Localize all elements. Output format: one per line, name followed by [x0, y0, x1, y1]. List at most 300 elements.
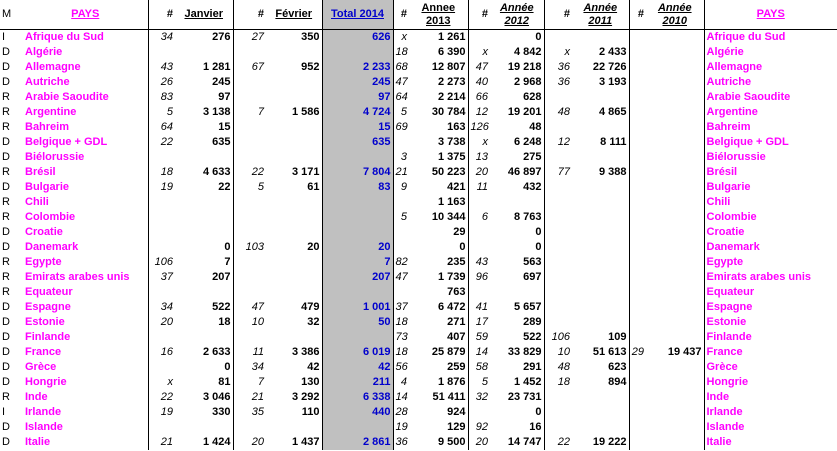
cell-rank-2013[interactable]: 9: [400, 181, 407, 193]
cell-annee-2011[interactable]: 894: [572, 375, 629, 390]
cell-janvier[interactable]: 207: [175, 270, 233, 285]
cell-total-2014[interactable]: [322, 285, 393, 300]
cell-pays[interactable]: Emirats arabes unis: [23, 270, 148, 285]
cell-rank-2010[interactable]: [629, 210, 646, 225]
cell-fevrier[interactable]: [266, 210, 322, 225]
cell-rank-2011[interactable]: [544, 30, 572, 46]
cell-rank-fevrier[interactable]: [233, 285, 266, 300]
cell-annee-2010[interactable]: [646, 420, 704, 435]
header-total-2014[interactable]: Total 2014: [322, 0, 393, 30]
cell-rank-fevrier[interactable]: 10: [251, 316, 264, 328]
cell-rank-2011[interactable]: [544, 255, 572, 270]
cell-total-2014[interactable]: 15: [322, 120, 393, 135]
cell-rank-janvier[interactable]: 26: [160, 76, 173, 88]
cell-pays[interactable]: Danemark: [23, 240, 148, 255]
cell-rank-2013[interactable]: [393, 195, 409, 210]
cell-total-2014[interactable]: 7: [322, 255, 393, 270]
cell-m[interactable]: R: [2, 391, 10, 403]
cell-rank-2011[interactable]: 48: [557, 106, 570, 118]
cell-annee-2010[interactable]: [646, 255, 704, 270]
cell-rank-2013[interactable]: 19: [395, 421, 408, 433]
cell-annee-2010[interactable]: [646, 360, 704, 375]
cell-janvier[interactable]: 3 138: [175, 105, 233, 120]
cell-annee-2013[interactable]: 6 472: [409, 300, 468, 315]
cell-annee-2013[interactable]: 1 375: [409, 150, 468, 165]
cell-m[interactable]: R: [2, 91, 10, 103]
cell-m[interactable]: R: [2, 121, 10, 133]
cell-pays[interactable]: Allemagne: [23, 60, 148, 75]
cell-annee-2013[interactable]: 1 163: [409, 195, 468, 210]
cell-rank-2013[interactable]: 5: [400, 106, 407, 118]
cell-annee-2013[interactable]: 235: [409, 255, 468, 270]
cell-rank-fevrier[interactable]: [233, 195, 266, 210]
cell-annee-2012[interactable]: 33 829: [490, 345, 544, 360]
cell-m[interactable]: R: [2, 211, 10, 223]
cell-annee-2010[interactable]: [646, 210, 704, 225]
cell-annee-2011[interactable]: 623: [572, 360, 629, 375]
cell-annee-2012[interactable]: 1 452: [490, 375, 544, 390]
cell-annee-2011[interactable]: 4 865: [572, 105, 629, 120]
cell-pays-right[interactable]: Emirats arabes unis: [706, 271, 812, 283]
cell-rank-fevrier[interactable]: [233, 210, 266, 225]
cell-janvier[interactable]: 635: [175, 135, 233, 150]
cell-annee-2012[interactable]: 291: [490, 360, 544, 375]
cell-fevrier[interactable]: 32: [266, 315, 322, 330]
cell-janvier[interactable]: 0: [175, 240, 233, 255]
cell-m[interactable]: D: [2, 376, 10, 388]
cell-annee-2013[interactable]: 163: [409, 120, 468, 135]
cell-pays[interactable]: Espagne: [23, 300, 148, 315]
cell-m[interactable]: R: [2, 286, 10, 298]
cell-pays-right[interactable]: Croatie: [706, 226, 745, 238]
cell-fevrier[interactable]: 61: [266, 180, 322, 195]
cell-rank-2012[interactable]: 58: [475, 361, 488, 373]
cell-total-2014[interactable]: 211: [322, 375, 393, 390]
cell-pays[interactable]: Belgique + GDL: [23, 135, 148, 150]
cell-rank-fevrier[interactable]: [233, 270, 266, 285]
cell-rank-janvier[interactable]: x: [167, 376, 173, 388]
cell-janvier[interactable]: [175, 225, 233, 240]
cell-rank-2011[interactable]: 48: [557, 361, 570, 373]
cell-annee-2012[interactable]: 48: [490, 120, 544, 135]
cell-total-2014[interactable]: 50: [322, 315, 393, 330]
cell-annee-2013[interactable]: 924: [409, 405, 468, 420]
cell-janvier[interactable]: 1 281: [175, 60, 233, 75]
cell-rank-2013[interactable]: 56: [395, 361, 408, 373]
cell-fevrier[interactable]: [266, 45, 322, 60]
cell-annee-2012[interactable]: 563: [490, 255, 544, 270]
cell-annee-2013[interactable]: 129: [409, 420, 468, 435]
cell-rank-2013[interactable]: 36: [395, 436, 408, 448]
cell-rank-janvier[interactable]: [148, 225, 175, 240]
cell-rank-2013[interactable]: x: [401, 31, 407, 43]
cell-rank-2011[interactable]: [544, 120, 572, 135]
cell-rank-2010[interactable]: [629, 270, 646, 285]
cell-rank-2011[interactable]: 36: [557, 61, 570, 73]
cell-rank-janvier[interactable]: 22: [160, 136, 173, 148]
cell-rank-janvier[interactable]: 106: [154, 256, 173, 268]
cell-annee-2013[interactable]: 407: [409, 330, 468, 345]
cell-rank-fevrier[interactable]: 27: [251, 31, 264, 43]
cell-rank-2010[interactable]: [629, 390, 646, 405]
cell-rank-janvier[interactable]: [148, 285, 175, 300]
cell-annee-2013[interactable]: 271: [409, 315, 468, 330]
cell-rank-2012[interactable]: 92: [475, 421, 488, 433]
cell-rank-2011[interactable]: [544, 300, 572, 315]
cell-rank-2011[interactable]: [544, 225, 572, 240]
cell-rank-2012[interactable]: 14: [475, 346, 488, 358]
cell-rank-janvier[interactable]: [148, 360, 175, 375]
cell-pays[interactable]: Egypte: [23, 255, 148, 270]
cell-rank-fevrier[interactable]: [233, 150, 266, 165]
cell-rank-fevrier[interactable]: [233, 225, 266, 240]
cell-rank-2012[interactable]: 6: [481, 211, 488, 223]
cell-pays-right[interactable]: Belgique + GDL: [706, 136, 789, 148]
cell-m[interactable]: D: [2, 241, 10, 253]
cell-annee-2011[interactable]: [572, 405, 629, 420]
cell-total-2014[interactable]: 2 861: [322, 435, 393, 450]
cell-pays-right[interactable]: Colombie: [706, 211, 757, 223]
cell-rank-2013[interactable]: 5: [400, 211, 407, 223]
cell-annee-2012[interactable]: 46 897: [490, 165, 544, 180]
cell-annee-2010[interactable]: [646, 135, 704, 150]
cell-rank-2012[interactable]: [468, 225, 490, 240]
cell-annee-2010[interactable]: [646, 165, 704, 180]
cell-janvier[interactable]: 7: [175, 255, 233, 270]
cell-rank-2010[interactable]: [629, 435, 646, 450]
cell-janvier[interactable]: 245: [175, 75, 233, 90]
cell-annee-2010[interactable]: [646, 105, 704, 120]
cell-annee-2011[interactable]: 2 433: [572, 45, 629, 60]
cell-rank-2010[interactable]: [629, 420, 646, 435]
cell-rank-2012[interactable]: 12: [475, 106, 488, 118]
cell-rank-fevrier[interactable]: 7: [257, 106, 264, 118]
cell-rank-janvier[interactable]: 34: [160, 31, 173, 43]
cell-annee-2013[interactable]: 763: [409, 285, 468, 300]
cell-janvier[interactable]: [175, 330, 233, 345]
cell-pays[interactable]: Equateur: [23, 285, 148, 300]
cell-rank-2012[interactable]: 13: [475, 151, 488, 163]
cell-annee-2010[interactable]: [646, 150, 704, 165]
cell-rank-fevrier[interactable]: 103: [245, 241, 264, 253]
cell-pays[interactable]: Autriche: [23, 75, 148, 90]
cell-rank-fevrier[interactable]: 47: [251, 301, 264, 313]
cell-m[interactable]: D: [2, 301, 10, 313]
cell-annee-2013[interactable]: 3 738: [409, 135, 468, 150]
cell-rank-2011[interactable]: [544, 195, 572, 210]
cell-annee-2012[interactable]: 23 731: [490, 390, 544, 405]
cell-rank-2013[interactable]: 37: [395, 301, 408, 313]
cell-rank-janvier[interactable]: 5: [166, 106, 173, 118]
cell-fevrier[interactable]: 1 586: [266, 105, 322, 120]
cell-annee-2013[interactable]: 421: [409, 180, 468, 195]
cell-rank-2010[interactable]: [629, 285, 646, 300]
cell-rank-2010[interactable]: [629, 30, 646, 46]
cell-rank-2010[interactable]: [629, 300, 646, 315]
cell-rank-fevrier[interactable]: [233, 120, 266, 135]
cell-fevrier[interactable]: 3 292: [266, 390, 322, 405]
cell-fevrier[interactable]: 479: [266, 300, 322, 315]
cell-rank-2010[interactable]: [629, 375, 646, 390]
cell-rank-2010[interactable]: [629, 225, 646, 240]
cell-annee-2010[interactable]: [646, 390, 704, 405]
cell-fevrier[interactable]: [266, 225, 322, 240]
cell-janvier[interactable]: 2 633: [175, 345, 233, 360]
cell-rank-fevrier[interactable]: [233, 135, 266, 150]
cell-pays-right[interactable]: Afrique du Sud: [706, 31, 786, 43]
cell-annee-2011[interactable]: 8 111: [572, 135, 629, 150]
cell-rank-2011[interactable]: [544, 240, 572, 255]
cell-rank-2012[interactable]: 66: [475, 91, 488, 103]
cell-rank-2011[interactable]: 77: [557, 166, 570, 178]
cell-total-2014[interactable]: 83: [322, 180, 393, 195]
cell-annee-2013[interactable]: 2 273: [409, 75, 468, 90]
cell-rank-2010[interactable]: [629, 90, 646, 105]
cell-fevrier[interactable]: 130: [266, 375, 322, 390]
cell-annee-2011[interactable]: [572, 285, 629, 300]
cell-janvier[interactable]: 1 424: [175, 435, 233, 450]
cell-total-2014[interactable]: 626: [322, 30, 393, 46]
cell-pays[interactable]: Hongrie: [23, 375, 148, 390]
cell-annee-2011[interactable]: [572, 90, 629, 105]
cell-janvier[interactable]: [175, 210, 233, 225]
cell-rank-2010[interactable]: [629, 240, 646, 255]
cell-annee-2010[interactable]: [646, 195, 704, 210]
cell-annee-2011[interactable]: [572, 30, 629, 46]
cell-janvier[interactable]: 0: [175, 360, 233, 375]
cell-rank-2013[interactable]: [393, 285, 409, 300]
header-annee-2010[interactable]: [646, 0, 704, 30]
cell-total-2014[interactable]: [322, 210, 393, 225]
cell-annee-2011[interactable]: [572, 120, 629, 135]
cell-annee-2010[interactable]: [646, 300, 704, 315]
cell-rank-2013[interactable]: 18: [395, 316, 408, 328]
cell-janvier[interactable]: 3 046: [175, 390, 233, 405]
cell-rank-2011[interactable]: [544, 210, 572, 225]
cell-annee-2013[interactable]: 1 261: [409, 30, 468, 46]
cell-annee-2011[interactable]: [572, 225, 629, 240]
cell-janvier[interactable]: 522: [175, 300, 233, 315]
cell-rank-janvier[interactable]: 19: [160, 181, 173, 193]
cell-rank-2011[interactable]: 12: [557, 136, 570, 148]
cell-rank-2013[interactable]: 18: [395, 346, 408, 358]
cell-pays-right[interactable]: Bahreim: [706, 121, 751, 133]
cell-rank-2013[interactable]: 3: [400, 151, 407, 163]
header-annee-2011[interactable]: [572, 0, 629, 30]
cell-rank-2012[interactable]: 20: [475, 436, 488, 448]
cell-rank-2013[interactable]: 73: [395, 331, 408, 343]
cell-rank-2011[interactable]: 106: [551, 331, 570, 343]
cell-rank-janvier[interactable]: [148, 195, 175, 210]
cell-annee-2012[interactable]: 697: [490, 270, 544, 285]
cell-pays-right[interactable]: Danemark: [706, 241, 760, 253]
cell-annee-2010[interactable]: [646, 285, 704, 300]
cell-fevrier[interactable]: [266, 120, 322, 135]
cell-annee-2013[interactable]: 12 807: [409, 60, 468, 75]
cell-rank-2012[interactable]: x: [482, 136, 488, 148]
cell-total-2014[interactable]: [322, 420, 393, 435]
cell-rank-fevrier[interactable]: [233, 420, 266, 435]
cell-total-2014[interactable]: 42: [322, 360, 393, 375]
cell-rank-janvier[interactable]: 34: [160, 301, 173, 313]
cell-rank-2012[interactable]: 43: [475, 256, 488, 268]
cell-rank-2013[interactable]: 47: [395, 271, 408, 283]
cell-janvier[interactable]: 276: [175, 30, 233, 46]
cell-fevrier[interactable]: [266, 195, 322, 210]
cell-janvier[interactable]: 22: [175, 180, 233, 195]
cell-annee-2012[interactable]: 19 218: [490, 60, 544, 75]
cell-rank-2013[interactable]: [393, 225, 409, 240]
cell-annee-2010[interactable]: [646, 90, 704, 105]
cell-annee-2010[interactable]: [646, 315, 704, 330]
cell-m[interactable]: D: [2, 361, 10, 373]
cell-rank-2012[interactable]: 17: [475, 316, 488, 328]
cell-annee-2013[interactable]: 0: [409, 240, 468, 255]
cell-total-2014[interactable]: [322, 150, 393, 165]
cell-pays[interactable]: Argentine: [23, 105, 148, 120]
cell-annee-2011[interactable]: [572, 195, 629, 210]
cell-m[interactable]: D: [2, 331, 10, 343]
cell-m[interactable]: I: [2, 406, 6, 418]
cell-fevrier[interactable]: [266, 255, 322, 270]
cell-rank-2012[interactable]: 41: [475, 301, 488, 313]
cell-pays[interactable]: Estonie: [23, 315, 148, 330]
cell-rank-fevrier[interactable]: 67: [251, 61, 264, 73]
cell-pays[interactable]: Biélorussie: [23, 150, 148, 165]
cell-rank-janvier[interactable]: [148, 150, 175, 165]
cell-annee-2013[interactable]: 9 500: [409, 435, 468, 450]
cell-rank-2010[interactable]: 29: [631, 346, 644, 358]
cell-m[interactable]: R: [2, 256, 10, 268]
cell-pays[interactable]: Italie: [23, 435, 148, 450]
cell-rank-janvier[interactable]: [148, 240, 175, 255]
cell-pays[interactable]: Bulgarie: [23, 180, 148, 195]
cell-annee-2011[interactable]: 19 222: [572, 435, 629, 450]
cell-rank-janvier[interactable]: 19: [160, 406, 173, 418]
cell-annee-2011[interactable]: 22 726: [572, 60, 629, 75]
cell-total-2014[interactable]: 6 019: [322, 345, 393, 360]
cell-fevrier[interactable]: 20: [266, 240, 322, 255]
cell-pays-right[interactable]: Italie: [706, 436, 732, 448]
cell-rank-2012[interactable]: 40: [475, 76, 488, 88]
cell-pays-right[interactable]: Inde: [706, 391, 730, 403]
cell-rank-2010[interactable]: [629, 105, 646, 120]
cell-rank-2010[interactable]: [629, 360, 646, 375]
cell-rank-fevrier[interactable]: [233, 45, 266, 60]
cell-rank-2013[interactable]: 21: [395, 166, 408, 178]
cell-rank-janvier[interactable]: [148, 330, 175, 345]
cell-rank-2011[interactable]: [544, 405, 572, 420]
cell-annee-2012[interactable]: 6 248: [490, 135, 544, 150]
cell-annee-2010[interactable]: [646, 405, 704, 420]
cell-rank-2010[interactable]: [629, 75, 646, 90]
cell-rank-fevrier[interactable]: [233, 75, 266, 90]
cell-pays-right[interactable]: Estonie: [706, 316, 747, 328]
cell-rank-2011[interactable]: [544, 315, 572, 330]
cell-annee-2011[interactable]: 51 613: [572, 345, 629, 360]
cell-m[interactable]: D: [2, 421, 10, 433]
cell-fevrier[interactable]: 3 386: [266, 345, 322, 360]
cell-pays[interactable]: Finlande: [23, 330, 148, 345]
cell-annee-2012[interactable]: 2 968: [490, 75, 544, 90]
cell-rank-2011[interactable]: [544, 90, 572, 105]
cell-annee-2012[interactable]: 19 201: [490, 105, 544, 120]
cell-rank-janvier[interactable]: 21: [160, 436, 173, 448]
cell-annee-2011[interactable]: 9 388: [572, 165, 629, 180]
cell-fevrier[interactable]: [266, 75, 322, 90]
cell-m[interactable]: R: [2, 271, 10, 283]
cell-rank-2013[interactable]: 64: [395, 91, 408, 103]
cell-total-2014[interactable]: [322, 225, 393, 240]
cell-rank-2012[interactable]: 59: [475, 331, 488, 343]
cell-total-2014[interactable]: [322, 195, 393, 210]
cell-annee-2012[interactable]: 289: [490, 315, 544, 330]
cell-pays-right[interactable]: Egypte: [706, 256, 744, 268]
cell-rank-2011[interactable]: x: [564, 46, 570, 58]
cell-pays-right[interactable]: Chili: [706, 196, 731, 208]
cell-rank-2013[interactable]: 47: [395, 76, 408, 88]
cell-rank-2011[interactable]: 36: [557, 76, 570, 88]
cell-pays[interactable]: Irlande: [23, 405, 148, 420]
cell-pays-right[interactable]: Algérie: [706, 46, 744, 58]
cell-total-2014[interactable]: 245: [322, 75, 393, 90]
cell-rank-2011[interactable]: 18: [557, 376, 570, 388]
cell-total-2014[interactable]: 207: [322, 270, 393, 285]
cell-total-2014[interactable]: 20: [322, 240, 393, 255]
cell-total-2014[interactable]: [322, 330, 393, 345]
cell-rank-2011[interactable]: [544, 180, 572, 195]
cell-annee-2011[interactable]: [572, 240, 629, 255]
cell-pays-right[interactable]: Arabie Saoudite: [706, 91, 791, 103]
cell-rank-janvier[interactable]: 16: [160, 346, 173, 358]
cell-fevrier[interactable]: [266, 90, 322, 105]
cell-fevrier[interactable]: [266, 150, 322, 165]
cell-rank-fevrier[interactable]: 34: [251, 361, 264, 373]
cell-pays[interactable]: Chili: [23, 195, 148, 210]
cell-annee-2012[interactable]: 4 842: [490, 45, 544, 60]
cell-annee-2010[interactable]: [646, 60, 704, 75]
cell-janvier[interactable]: [175, 195, 233, 210]
cell-janvier[interactable]: [175, 285, 233, 300]
cell-rank-2012[interactable]: 5: [481, 376, 488, 388]
cell-annee-2011[interactable]: [572, 210, 629, 225]
cell-rank-2013[interactable]: 69: [395, 121, 408, 133]
cell-annee-2013[interactable]: 10 344: [409, 210, 468, 225]
cell-fevrier[interactable]: 3 171: [266, 165, 322, 180]
header-annee-2013[interactable]: [409, 0, 468, 30]
cell-pays-right[interactable]: Biélorussie: [706, 151, 766, 163]
cell-pays-right[interactable]: Equateur: [706, 286, 755, 298]
cell-janvier[interactable]: 330: [175, 405, 233, 420]
cell-annee-2010[interactable]: [646, 240, 704, 255]
cell-rank-fevrier[interactable]: 22: [251, 166, 264, 178]
cell-m[interactable]: D: [2, 76, 10, 88]
cell-rank-2012[interactable]: [468, 30, 490, 46]
cell-m[interactable]: D: [2, 46, 10, 58]
cell-annee-2011[interactable]: 109: [572, 330, 629, 345]
cell-janvier[interactable]: 81: [175, 375, 233, 390]
cell-annee-2011[interactable]: [572, 390, 629, 405]
cell-rank-2012[interactable]: 20: [475, 166, 488, 178]
cell-m[interactable]: D: [2, 316, 10, 328]
cell-rank-2010[interactable]: [629, 180, 646, 195]
cell-pays[interactable]: Croatie: [23, 225, 148, 240]
cell-annee-2012[interactable]: [490, 195, 544, 210]
cell-rank-2010[interactable]: [629, 255, 646, 270]
cell-rank-2011[interactable]: [544, 390, 572, 405]
cell-janvier[interactable]: [175, 420, 233, 435]
cell-fevrier[interactable]: [266, 270, 322, 285]
